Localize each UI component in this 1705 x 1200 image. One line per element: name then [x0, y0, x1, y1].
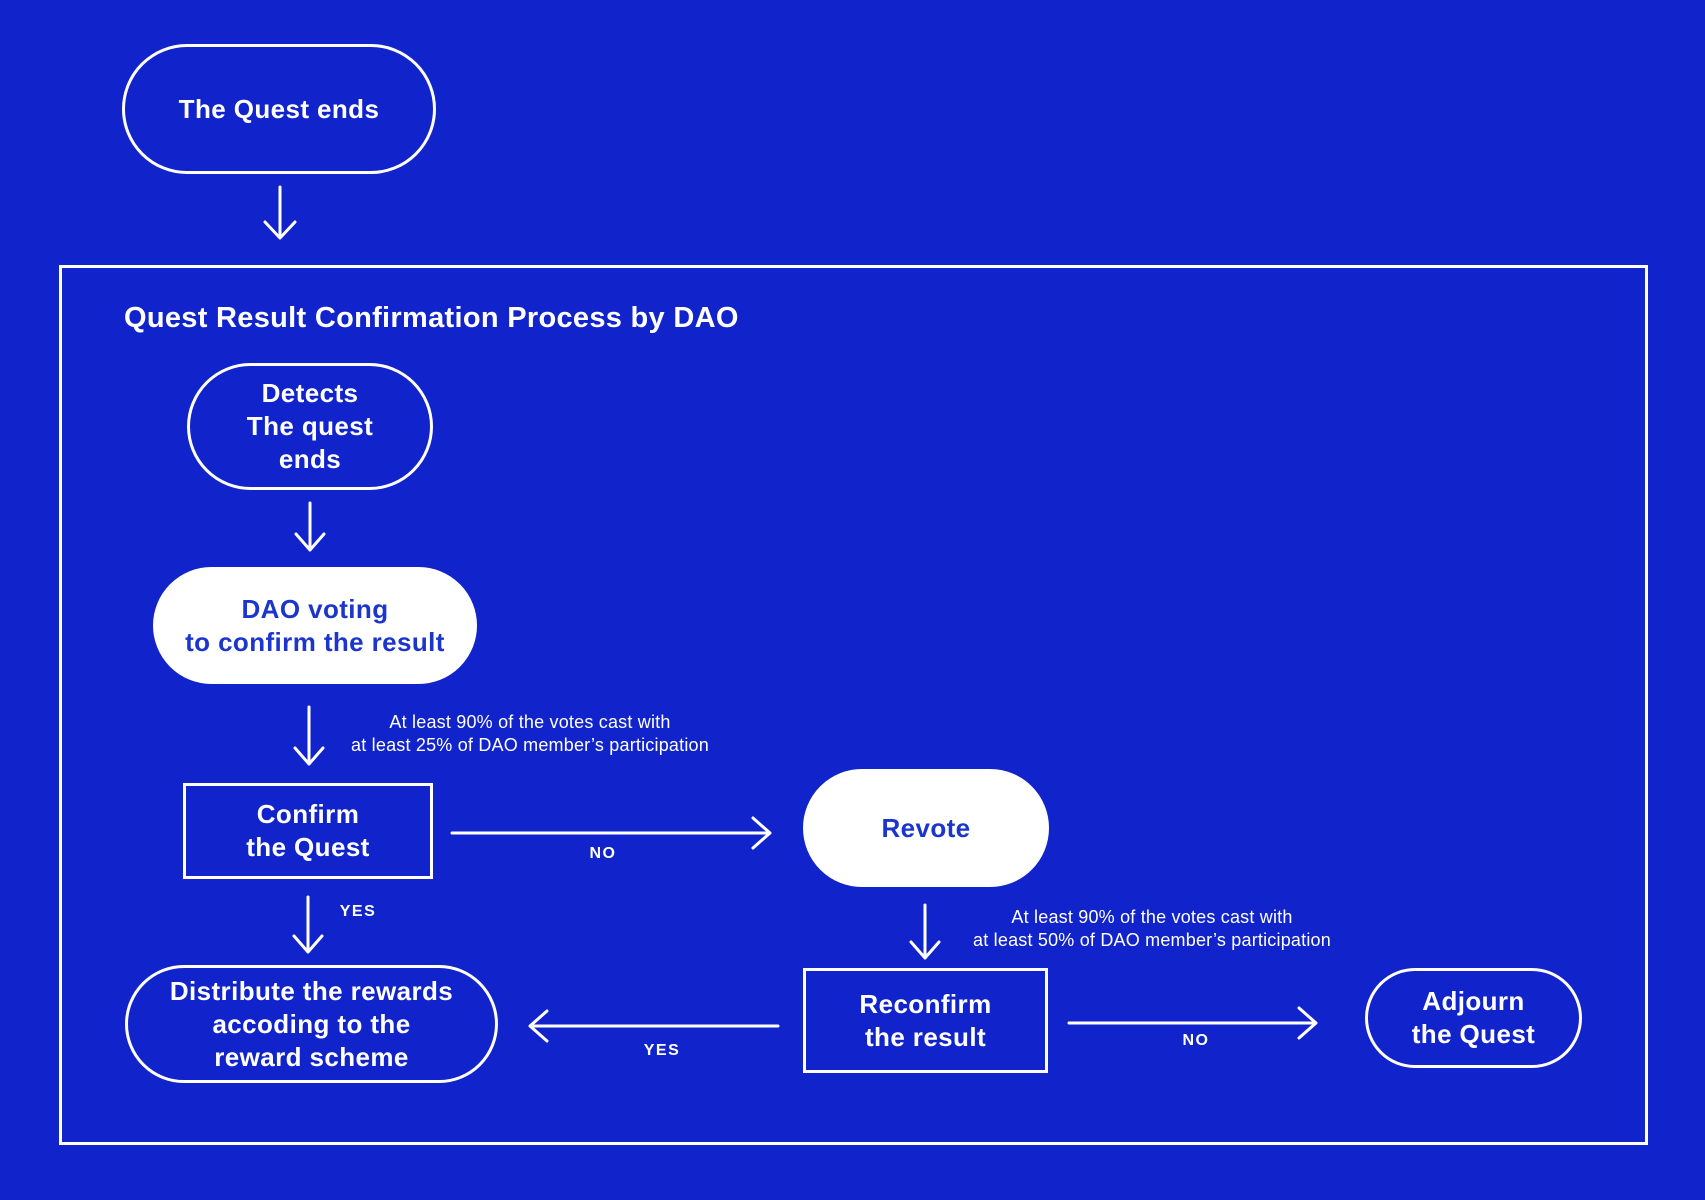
node-distribute-rewards	[125, 965, 498, 1083]
annotation-line: At least 90% of the votes cast with	[1011, 907, 1293, 927]
node-dao-voting-label	[185, 593, 445, 659]
node-distribute-rewards-label	[170, 975, 453, 1074]
node-dao-voting	[150, 564, 480, 687]
node-quest-ends	[122, 44, 436, 174]
container-title: Quest Result Confirmation Process by DAO	[124, 302, 739, 334]
node-quest-ends-label	[179, 93, 380, 126]
node-confirm-quest	[183, 783, 433, 879]
node-detects-label	[247, 377, 373, 476]
annotation-line: At least 90% of the votes cast with	[389, 712, 671, 732]
annotation-line: at least 50% of DAO member’s participation	[973, 930, 1331, 950]
edge-label-confirm-no: NO	[589, 845, 617, 862]
node-detects-quest-ends	[187, 363, 433, 490]
node-label-line: reward scheme	[214, 1041, 409, 1072]
node-revote	[800, 766, 1052, 890]
node-label-line: ends	[278, 444, 342, 474]
node-label-line: The Quest ends	[178, 93, 380, 124]
node-label-line: Adjourn	[1422, 986, 1525, 1016]
annotation-line: at least 25% of DAO member’s participation	[351, 735, 709, 755]
node-adjourn-quest	[1365, 968, 1582, 1068]
edge-label-reconfirm-yes: YES	[643, 1042, 681, 1059]
node-label-line: Distribute the rewards	[169, 975, 454, 1006]
node-reconfirm-result-label	[859, 988, 991, 1054]
node-revote-label	[881, 812, 970, 845]
node-label-line: to confirm the result	[185, 626, 445, 657]
node-label-line: accoding to the	[212, 1008, 411, 1039]
node-label-line: DAO voting	[241, 593, 389, 624]
edge-label-confirm-yes: YES	[339, 903, 377, 920]
node-label-line: Reconfirm	[859, 988, 992, 1019]
node-label-line: Revote	[881, 812, 971, 843]
node-reconfirm-result	[803, 968, 1048, 1073]
arrow-quest-ends-to-container	[265, 187, 295, 238]
node-label-line: The quest	[246, 411, 374, 441]
annotation-vote-threshold-25	[330, 711, 730, 757]
edge-label-reconfirm-no: NO	[1182, 1032, 1210, 1049]
node-label-line: the result	[864, 1021, 987, 1052]
node-label-line: Confirm	[256, 799, 360, 829]
annotation-vote-threshold-50	[952, 906, 1352, 952]
node-label-line: the Quest	[246, 832, 370, 862]
node-confirm-quest-label	[246, 798, 370, 864]
node-label-line: the Quest	[1411, 1019, 1536, 1049]
node-label-line: Detects	[261, 378, 359, 408]
node-adjourn-quest-label	[1412, 985, 1536, 1051]
